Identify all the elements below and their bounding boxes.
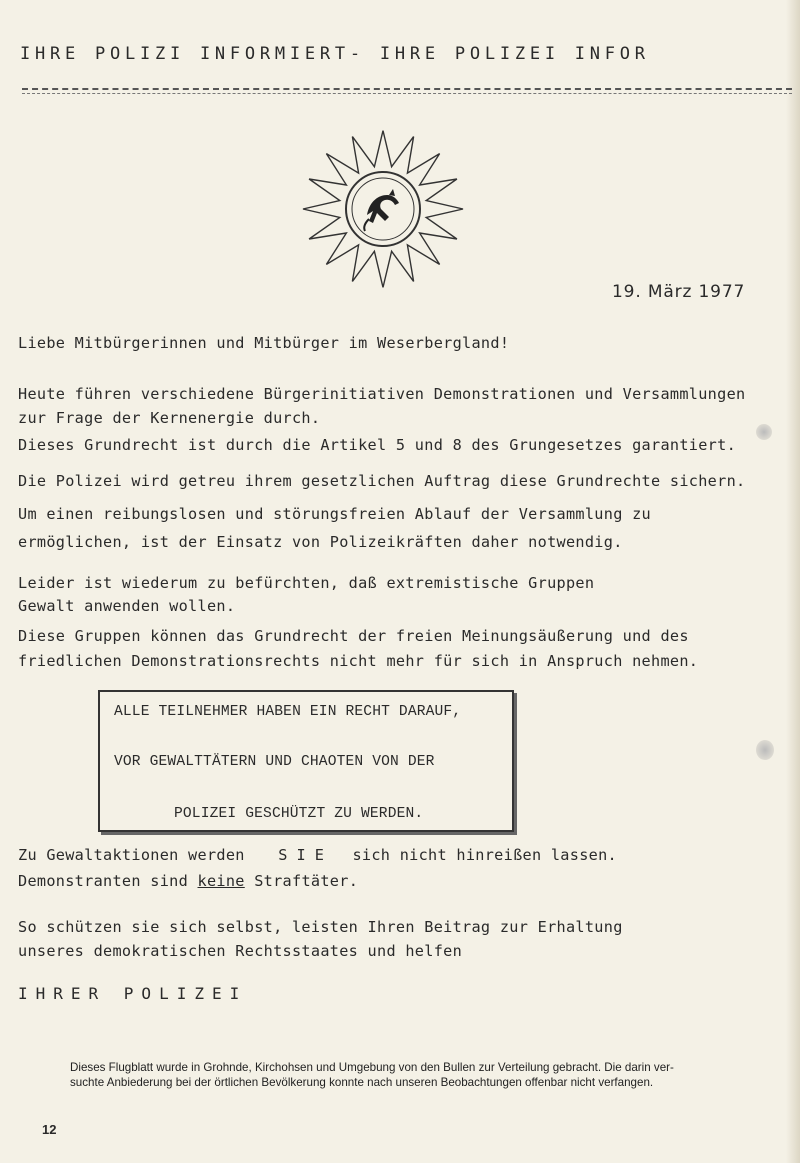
paragraph-4-line-2: ermöglichen, ist der Einsatz von Polizeikräften daher notwendig.	[18, 533, 623, 551]
after-box-line-1	[18, 846, 617, 864]
after-box-line-3: So schützen sie sich selbst, leisten Ihren Beitrag zur Erhaltung	[18, 918, 623, 936]
notice-box-line-3: POLIZEI GESCHÜTZT ZU WERDEN.	[174, 806, 424, 822]
paragraph-3: Die Polizei wird getreu ihrem gesetzlichen Auftrag diese Grundrechte sichern.	[18, 472, 746, 490]
after-box-line-1-end: sich nicht hinreißen lassen.	[352, 846, 617, 864]
page-spine-shadow	[786, 0, 800, 1163]
after-box-line-2	[18, 872, 358, 890]
footnote-line-2: suchte Anbiederung bei der örtlichen Bevölkerung konnte nach unseren Beobachtungen offenbar nicht verfangen.	[70, 1076, 654, 1089]
paper-blemish	[756, 424, 772, 440]
paragraph-6-line-1: Diese Gruppen können das Grundrecht der freien Meinungsäußerung und des	[18, 627, 689, 645]
editorial-footnote	[70, 1060, 750, 1090]
notice-box-line-1: ALLE TEILNEHMER HABEN EIN RECHT DARAUF,	[114, 704, 462, 720]
paragraph-6-line-2: friedlichen Demonstrationsrechts nicht mehr für sich in Anspruch nehmen.	[18, 652, 699, 670]
keine-underlined: keine	[197, 872, 245, 890]
notice-box	[98, 690, 514, 832]
paragraph-5-line-2: Gewalt anwenden wollen.	[18, 597, 236, 615]
header-rule-secondary	[22, 93, 792, 94]
paragraph-4-line-1: Um einen reibungslosen und störungsfreien Ablauf der Versammlung zu	[18, 505, 651, 523]
header-rule	[22, 88, 792, 90]
after-box-line-2-end: Straftäter.	[254, 872, 359, 890]
greeting: Liebe Mitbürgerinnen und Mitbürger im Weserbergland!	[18, 334, 510, 352]
paragraph-5-line-1: Leider ist wiederum zu befürchten, daß extremistische Gruppen	[18, 574, 595, 592]
sie-emphasis: SIE	[278, 846, 333, 864]
paragraph-1-line-1: Heute führen verschiedene Bürgerinitiativen Demonstrationen und Versammlungen	[18, 385, 746, 403]
footnote-line-1: Dieses Flugblatt wurde in Grohnde, Kirchohsen und Umgebung von den Bullen zur Verteilung gebracht. Die darin ver-	[70, 1061, 674, 1074]
after-box-line-2-start: Demonstranten sind	[18, 872, 189, 890]
paragraph-2: Dieses Grundrecht ist durch die Artikel 5 und 8 des Grungesetzes garantiert.	[18, 436, 737, 454]
police-star-emblem-icon	[296, 126, 470, 292]
after-box-line-4: unseres demokratischen Rechtsstaates und helfen	[18, 942, 463, 960]
closing-signature: IHRER POLIZEI	[18, 984, 248, 1003]
after-box-line-1-start: Zu Gewaltaktionen werden	[18, 846, 245, 864]
paragraph-1-line-2: zur Frage der Kernenergie durch.	[18, 409, 321, 427]
page-number: 12	[42, 1122, 57, 1137]
paper-blemish	[756, 740, 774, 760]
document-date: 19. März 1977	[612, 282, 746, 302]
page-header: IHRE POLIZI INFORMIERT- IHRE POLIZEI INFOR	[20, 44, 650, 64]
notice-box-line-2: VOR GEWALTTÄTERN UND CHAOTEN VON DER	[114, 754, 435, 770]
